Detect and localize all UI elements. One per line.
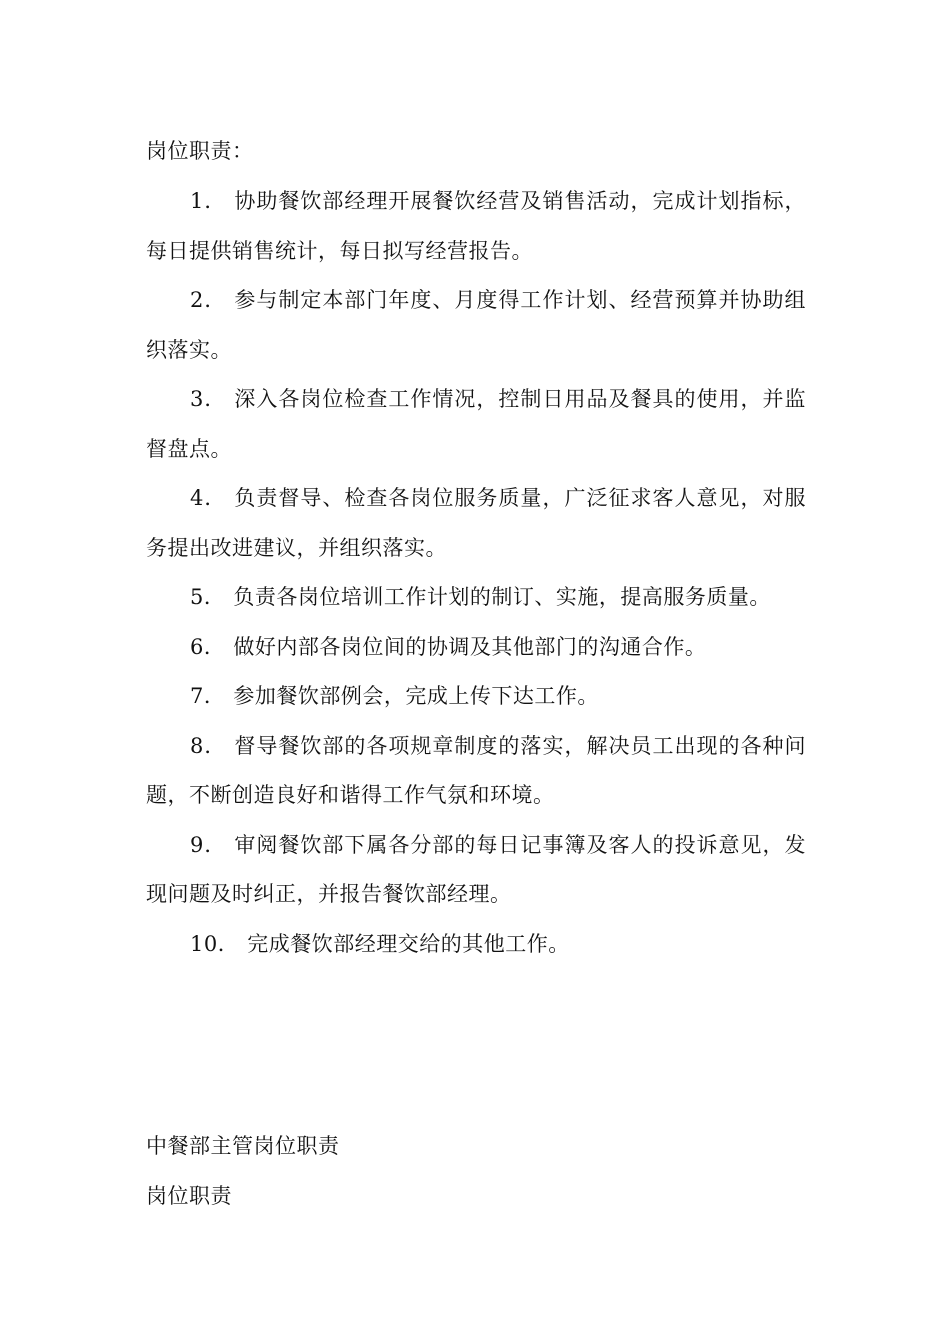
item-number: 3． [190, 387, 227, 411]
item-number: 5． [190, 585, 226, 609]
item-text: 完成餐饮部经理交给的其他工作。 [247, 931, 570, 956]
duties-list [146, 177, 806, 969]
heading-duties: 岗位职责： [146, 139, 254, 163]
list-item [146, 573, 806, 623]
item-number: 2． [190, 288, 227, 312]
item-number: 7． [190, 684, 226, 708]
item-text: 督导餐饮部的各项规章制度的落实，解决员工出现的各种问题，不断创造良好和谐得工作气氛和环境。 [146, 733, 806, 807]
item-number: 6． [190, 634, 226, 659]
list-item [146, 821, 806, 920]
item-number: 8． [190, 733, 227, 758]
list-item [146, 920, 806, 970]
item-text: 深入各岗位检查工作情况，控制日用品及餐具的使用，并监督盘点。 [146, 387, 806, 461]
item-text: 参与制定本部门年度、月度得工作计划、经营预算并协助组织落实。 [146, 288, 806, 362]
item-number: 9． [190, 832, 227, 857]
section-title: 中餐部主管岗位职责 [146, 1134, 340, 1158]
item-text: 负责督导、检查各岗位服务质量，广泛征求客人意见，对服务提出改进建议，并组织落实。 [146, 486, 806, 560]
list-item [146, 474, 806, 573]
item-text: 审阅餐饮部下属各分部的每日记事簿及客人的投诉意见，发现问题及时纠正，并报告餐饮部经理。 [146, 832, 806, 906]
list-item [146, 375, 806, 474]
item-text: 做好内部各岗位间的协调及其他部门的沟通合作。 [233, 634, 707, 659]
item-number: 1． [190, 189, 227, 213]
list-item [146, 722, 806, 821]
list-item [146, 672, 806, 722]
item-text: 协助餐饮部经理开展餐饮经营及销售活动，完成计划指标，每日提供销售统计，每日拟写经营报告。 [146, 189, 806, 263]
list-item [146, 623, 806, 673]
item-number: 4． [190, 486, 227, 510]
item-text: 参加餐饮部例会，完成上传下达工作。 [233, 684, 599, 708]
section-subtitle: 岗位职责 [146, 1184, 232, 1208]
item-text: 负责各岗位培训工作计划的制订、实施，提高服务质量。 [233, 585, 771, 609]
list-item [146, 276, 806, 375]
item-number: 10． [190, 931, 240, 956]
list-item [146, 177, 806, 276]
